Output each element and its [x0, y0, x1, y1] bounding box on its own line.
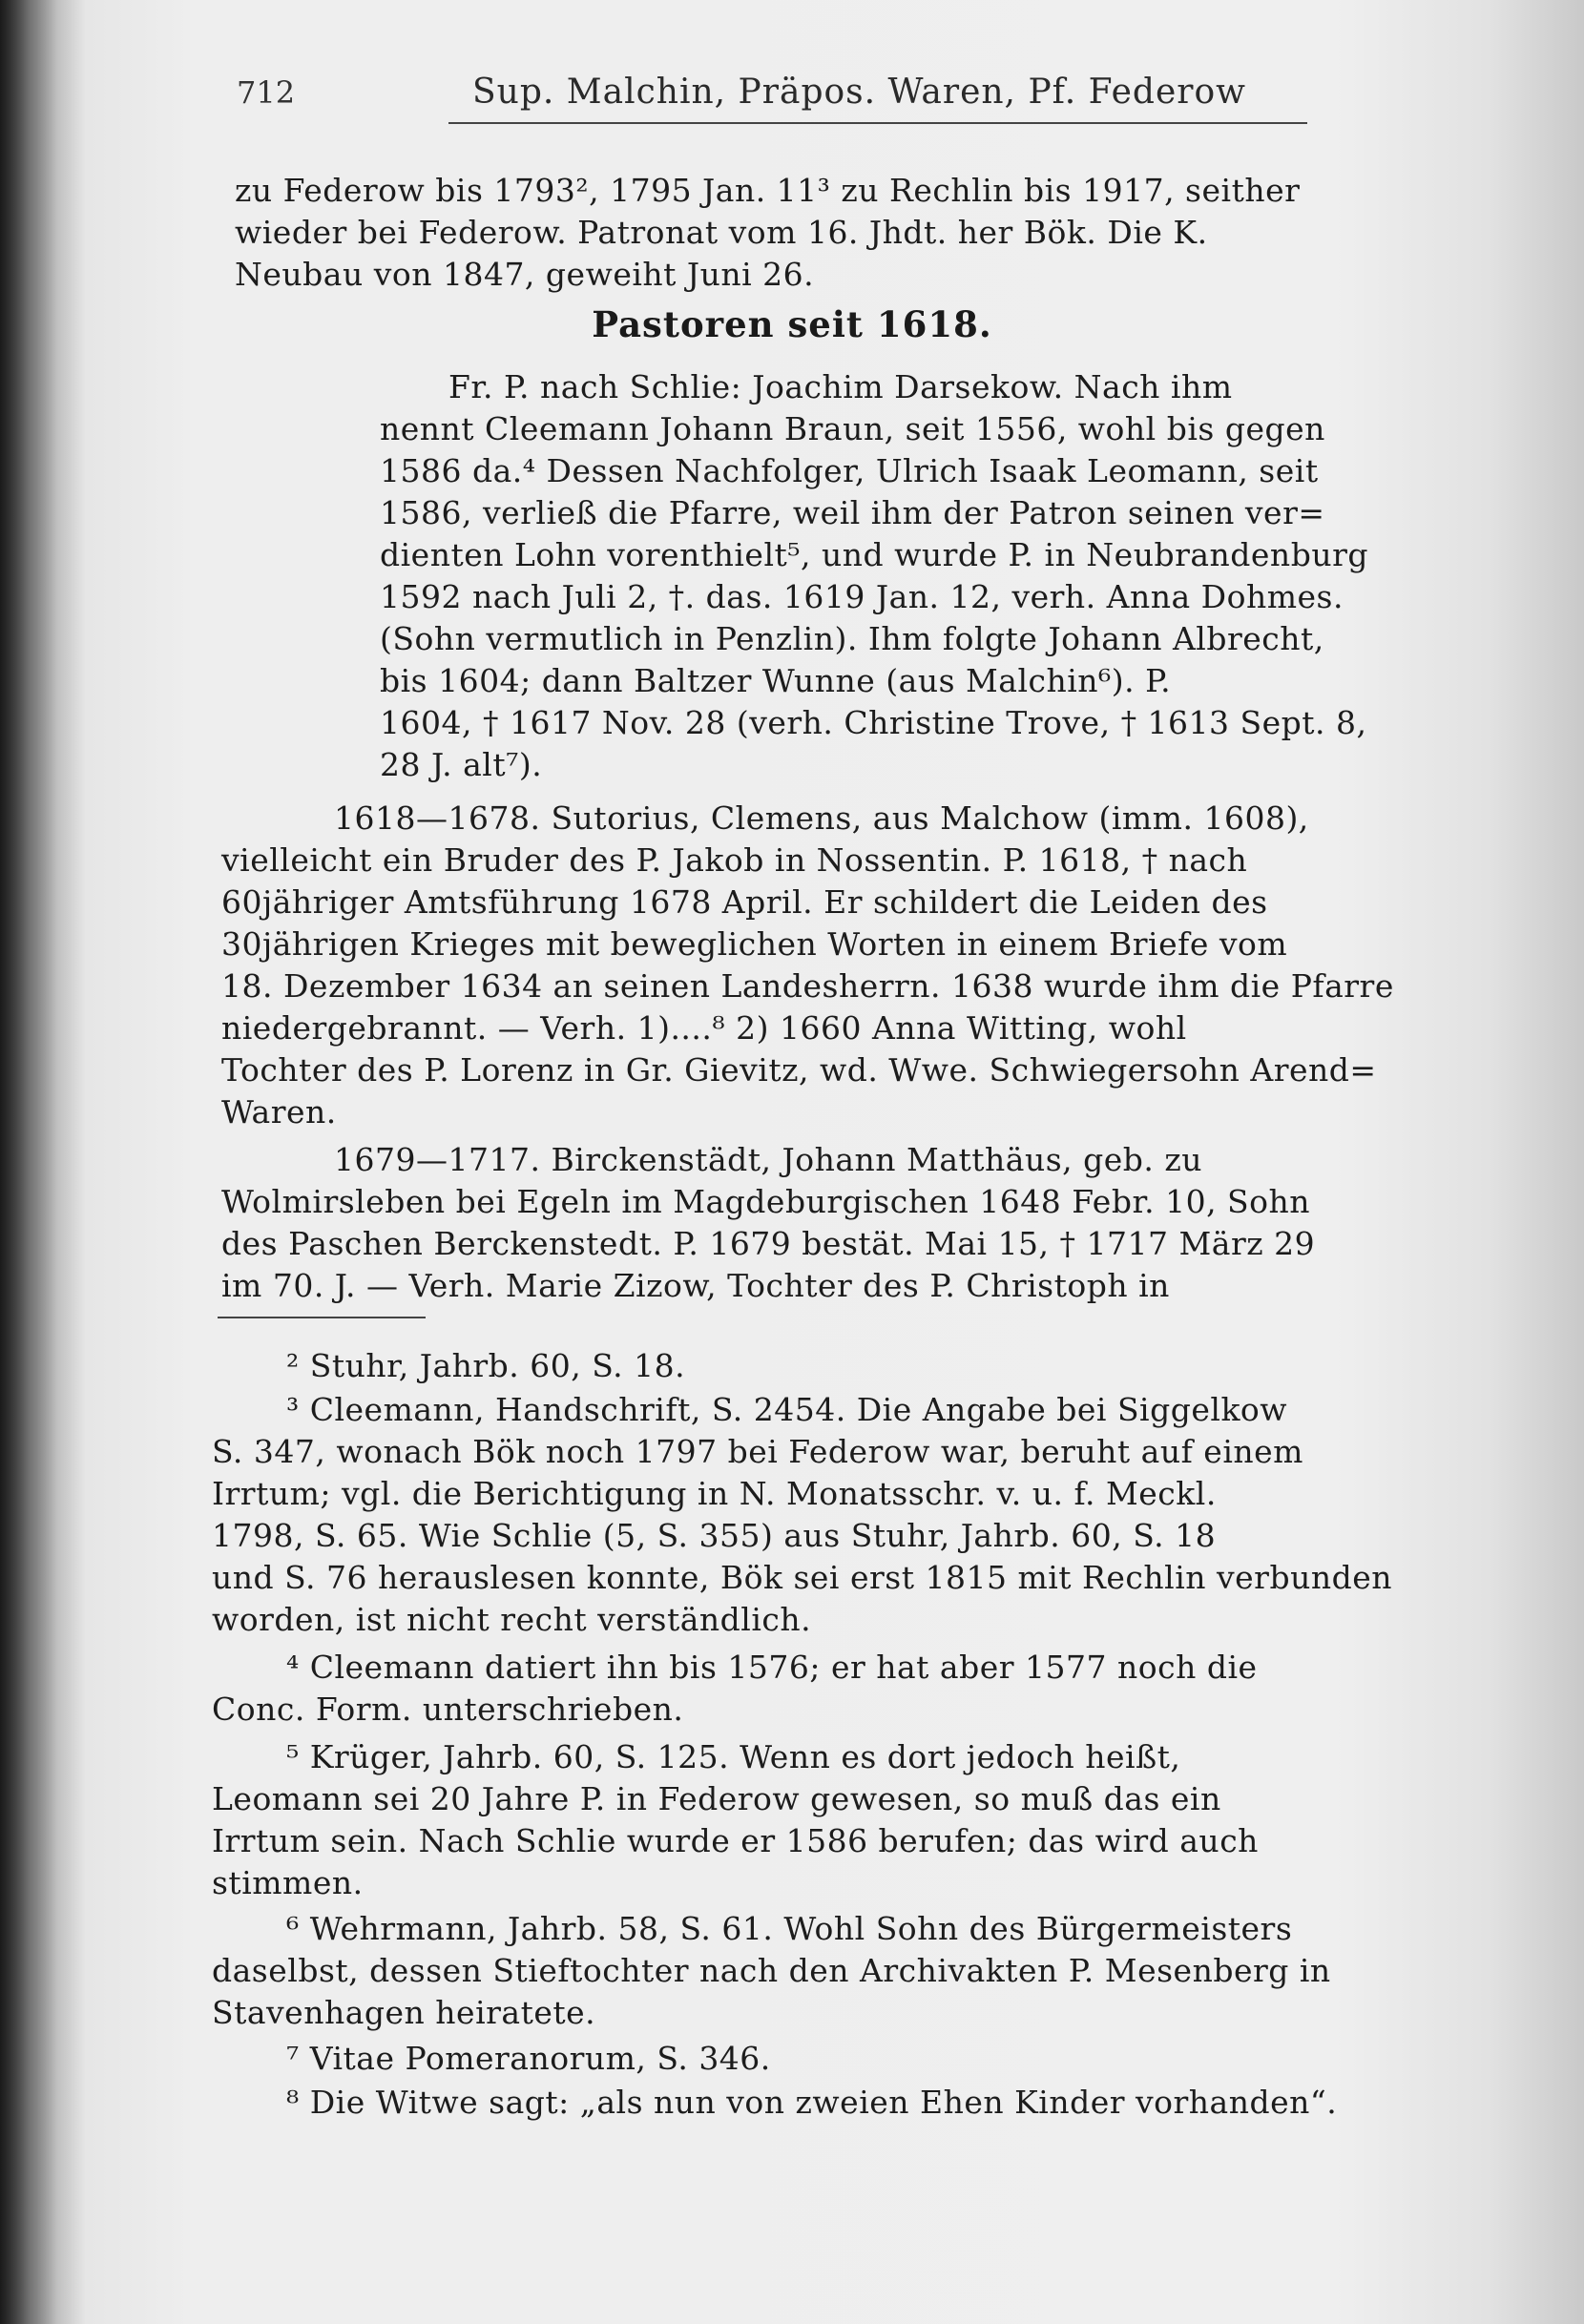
entry-line: 1592 nach Juli 2, †. das. 1619 Jan. 12, verh. Anna Dohmes. [380, 578, 1344, 615]
footnote-rule [218, 1317, 426, 1318]
footnote-line: Leomann sei 20 Jahre P. in Federow gewesen, so muß das ein [212, 1780, 1221, 1817]
footnote-line: Irrtum; vgl. die Berichtigung in N. Monatsschr. v. u. f. Meckl. [212, 1475, 1217, 1512]
entry-line: 28 J. alt⁷). [380, 746, 543, 783]
footnote-line: und S. 76 herauslesen konnte, Bök sei erst 1815 mit Rechlin verbunden [212, 1559, 1392, 1596]
entry-line: bis 1604; dann Baltzer Wunne (aus Malchin⁶). P. [380, 662, 1172, 699]
entry-line: Wolmirsleben bei Egeln im Magdeburgischen 1648 Febr. 10, Sohn [221, 1183, 1311, 1220]
entry-line: Fr. P. nach Schlie: Joachim Darsekow. Nach ihm [448, 368, 1233, 405]
section-title: Pastoren seit 1618. [592, 303, 992, 345]
binding-shadow [0, 0, 57, 2324]
entry-line: dienten Lohn vorenthielt⁵, und wurde P. in Neubrandenburg [380, 536, 1368, 573]
footnote-line: Conc. Form. unterschrieben. [212, 1691, 684, 1728]
page-number: 712 [237, 74, 296, 111]
footnote-line: ⁷ Vitae Pomeranorum, S. 346. [286, 2040, 771, 2077]
footnote-line: daselbst, dessen Stieftochter nach den Archivakten P. Mesenberg in [212, 1952, 1331, 1989]
entry-line: 1679—1717. Birckenstädt, Johann Matthäus, geb. zu [334, 1141, 1203, 1178]
entry-line: 1586, verließ die Pfarre, weil ihm der Patron seinen ver= [380, 494, 1325, 531]
entry-line: 60jähriger Amtsführung 1678 April. Er schildert die Leiden des [221, 883, 1268, 921]
footnote-line: Stavenhagen heiratete. [212, 1994, 596, 2031]
entry-line: des Paschen Berckenstedt. P. 1679 bestät. Mai 15, † 1717 März 29 [221, 1225, 1316, 1262]
entry-line: Waren. [221, 1093, 337, 1131]
entry-line: nennt Cleemann Johann Braun, seit 1556, wohl bis gegen [380, 410, 1325, 447]
intro-line: zu Federow bis 1793², 1795 Jan. 11³ zu Rechlin bis 1917, seither [235, 172, 1301, 209]
entry-line: im 70. J. — Verh. Marie Zizow, Tochter des P. Christoph in [221, 1267, 1170, 1304]
entry-line: 1618—1678. Sutorius, Clemens, aus Malchow (imm. 1608), [334, 799, 1309, 837]
footnote-line: ⁸ Die Witwe sagt: „als nun von zweien Ehen Kinder vorhanden“. [286, 2084, 1338, 2121]
entry-line: 30jährigen Krieges mit beweglichen Worten in einem Briefe vom [221, 925, 1288, 963]
footnote-line: Irrtum sein. Nach Schlie wurde er 1586 berufen; das wird auch [212, 1822, 1259, 1859]
footnote-line: ² Stuhr, Jahrb. 60, S. 18. [286, 1347, 686, 1384]
entry-line: 1604, † 1617 Nov. 28 (verh. Christine Trove, † 1613 Sept. 8, [380, 704, 1367, 741]
footnote-line: 1798, S. 65. Wie Schlie (5, S. 355) aus Stuhr, Jahrb. 60, S. 18 [212, 1517, 1217, 1554]
header-rule [448, 122, 1307, 124]
footnote-line: ³ Cleemann, Handschrift, S. 2454. Die Angabe bei Siggelkow [286, 1391, 1288, 1428]
intro-line: wieder bei Federow. Patronat vom 16. Jhdt. her Bök. Die K. [235, 214, 1208, 251]
footnote-line: S. 347, wonach Bök noch 1797 bei Federow war, beruht auf einem [212, 1433, 1303, 1470]
entry-line: Tochter des P. Lorenz in Gr. Gievitz, wd. Wwe. Schwiegersohn Arend= [221, 1051, 1377, 1089]
entry-line: niedergebrannt. — Verh. 1)....⁸ 2) 1660 Anna Witting, wohl [221, 1009, 1187, 1047]
entry-line: 1586 da.⁴ Dessen Nachfolger, Ulrich Isaak Leomann, seit [380, 452, 1319, 489]
footnote-line: ⁶ Wehrmann, Jahrb. 58, S. 61. Wohl Sohn des Bürgermeisters [286, 1910, 1293, 1947]
entry-line: (Sohn vermutlich in Penzlin). Ihm folgte Johann Albrecht, [380, 620, 1324, 657]
footnote-line: ⁵ Krüger, Jahrb. 60, S. 125. Wenn es dort jedoch heißt, [286, 1738, 1181, 1775]
footnote-line: stimmen. [212, 1864, 364, 1901]
intro-line: Neubau von 1847, geweiht Juni 26. [235, 256, 815, 293]
entry-line: vielleicht ein Bruder des P. Jakob in Nossentin. P. 1618, † nach [221, 841, 1248, 879]
running-title: Sup. Malchin, Präpos. Waren, Pf. Federow [472, 73, 1246, 112]
footnote-line: ⁴ Cleemann datiert ihn bis 1576; er hat aber 1577 noch die [286, 1649, 1258, 1686]
footnote-line: worden, ist nicht recht verständlich. [212, 1601, 812, 1638]
entry-line: 18. Dezember 1634 an seinen Landesherrn. 1638 wurde ihm die Pfarre [221, 967, 1394, 1005]
